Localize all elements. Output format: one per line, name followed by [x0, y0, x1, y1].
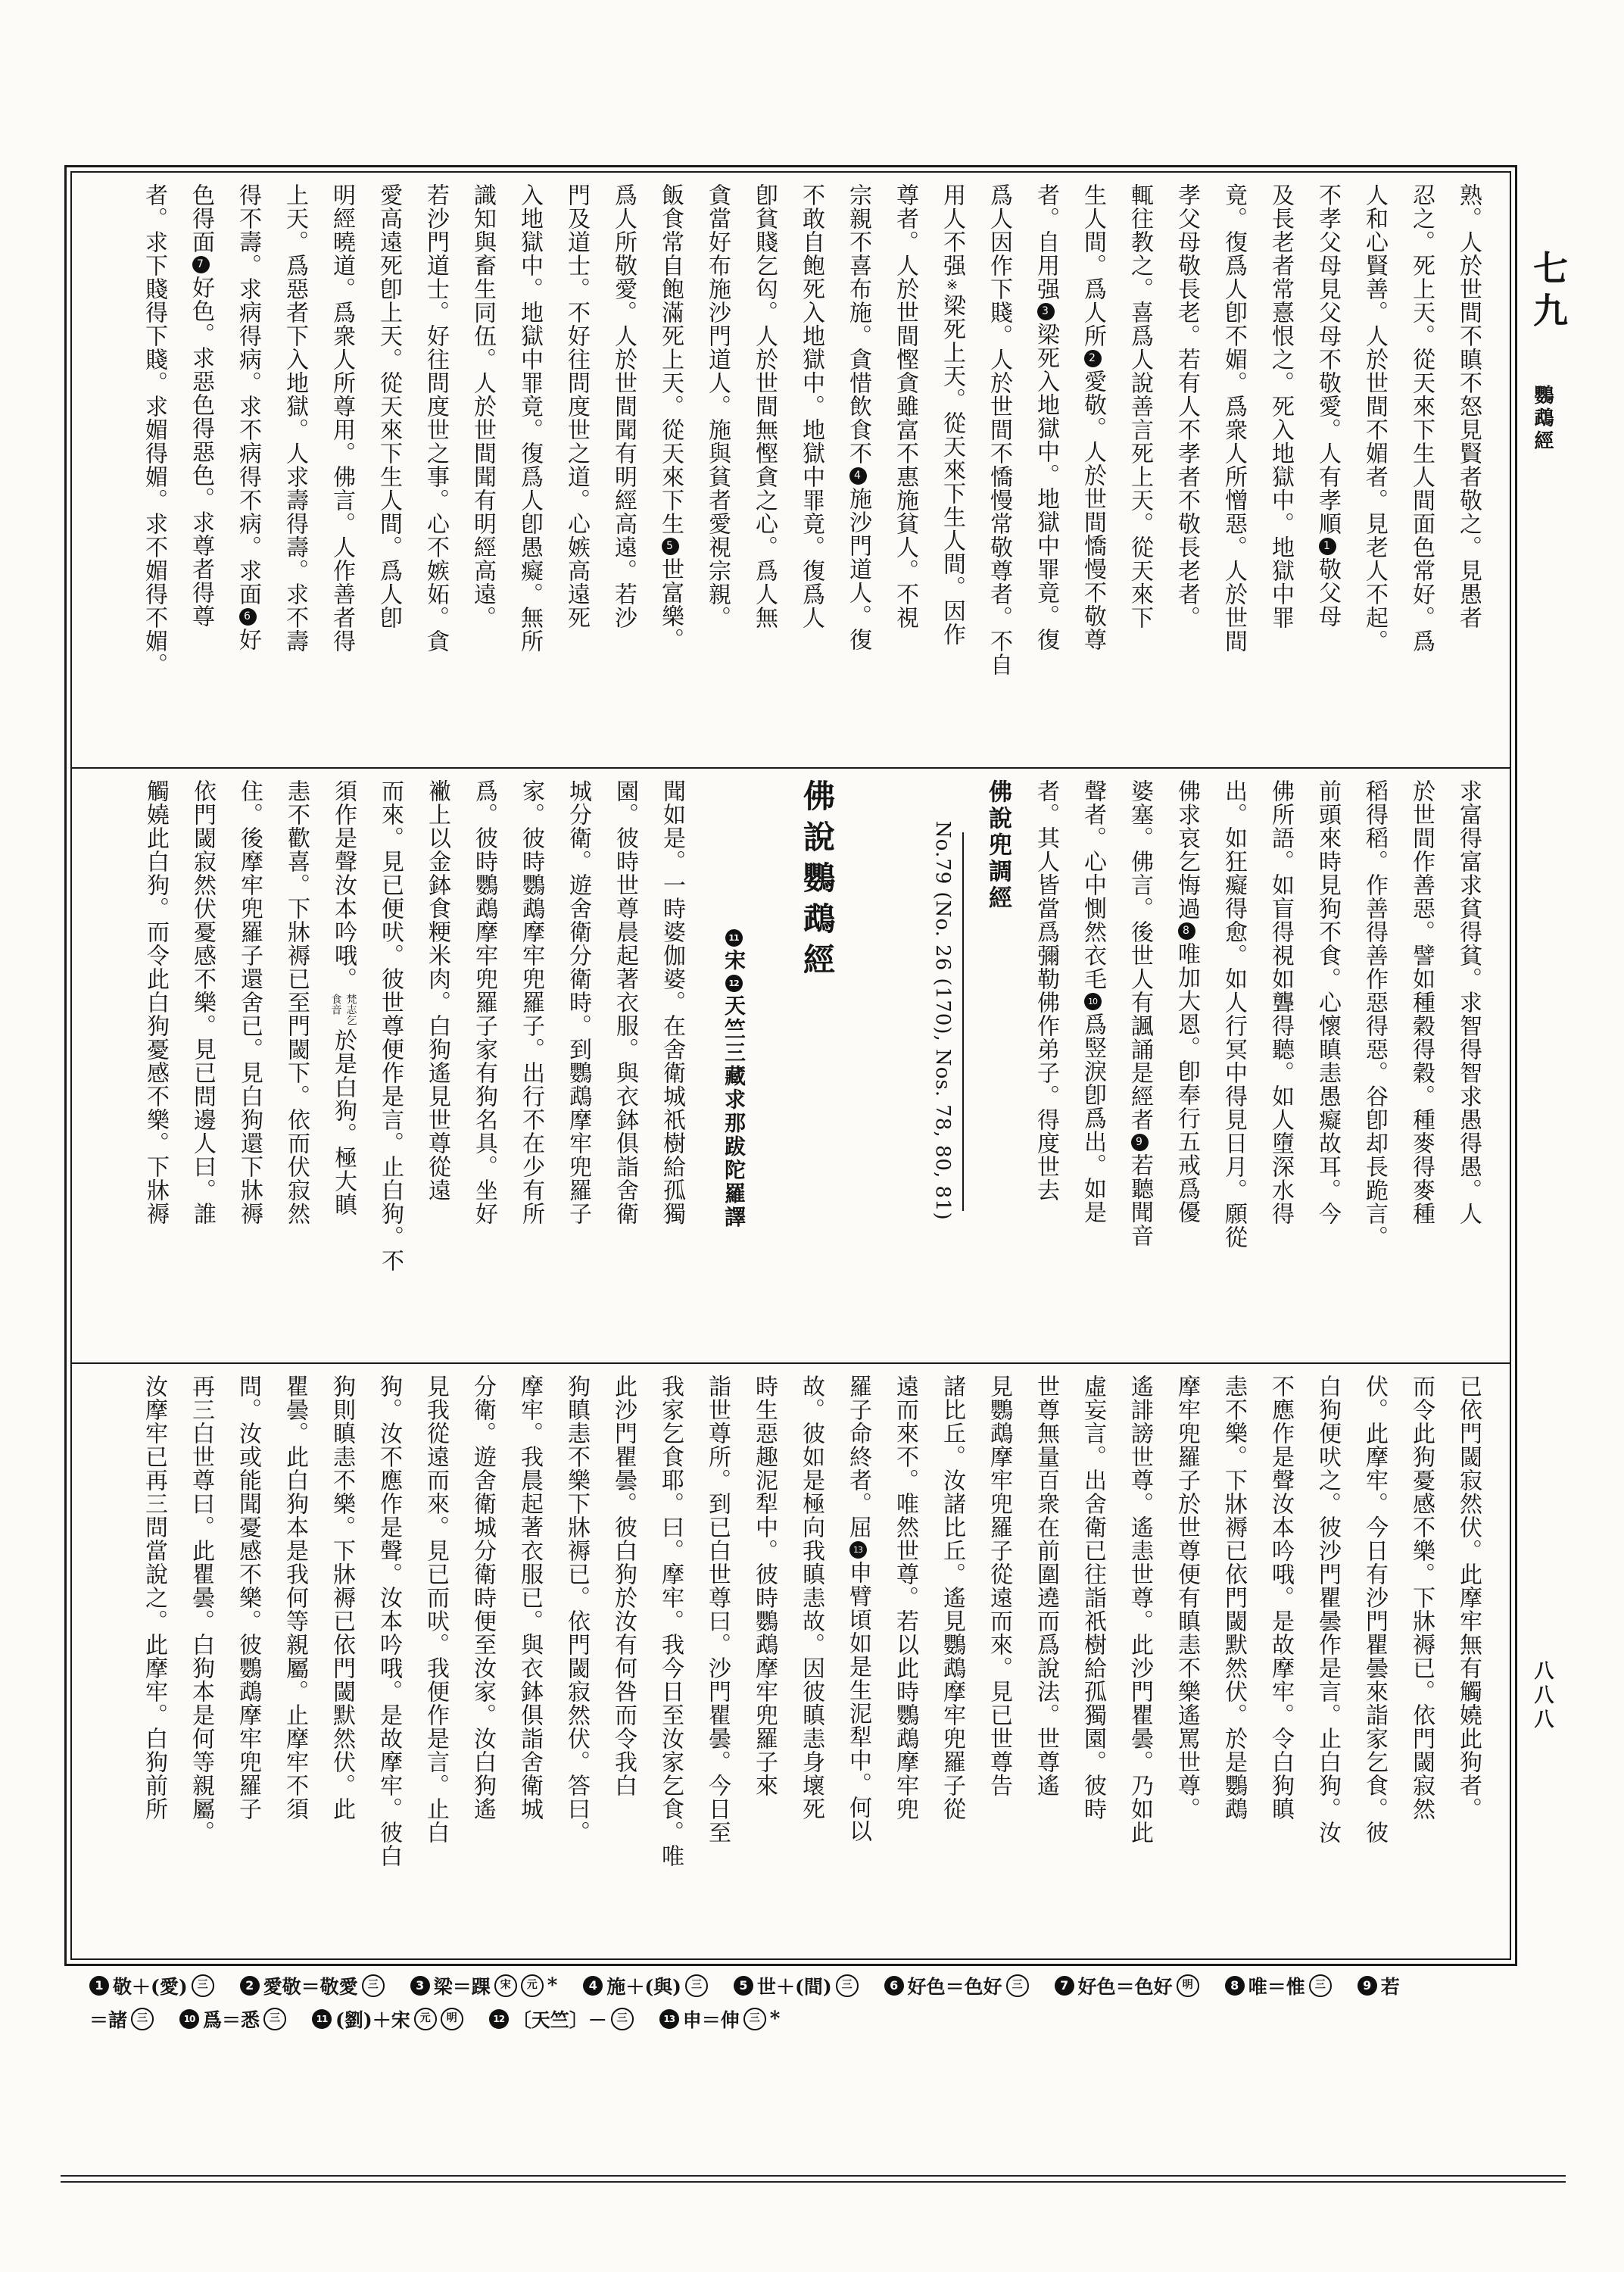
- apparatus-entry: [410, 1972, 558, 1999]
- footnote-marker: 6: [239, 608, 257, 626]
- footnote-marker: 13: [849, 1541, 867, 1559]
- footnote-marker: 8: [1225, 1976, 1245, 1996]
- text-column: 見我從遠而來。見已而吠。我便作是言。止白: [422, 1375, 449, 1845]
- taisho-text-number: No.79 (No. 26 (170), Nos. 78, 80, 81): [931, 820, 954, 1221]
- apparatus-entry: [489, 2005, 634, 2033]
- text-column: 城分衛。遊舍衛分衛時。到鸚鵡摩牢兜羅子: [565, 779, 591, 1225]
- footnote-marker: 11: [312, 2009, 332, 2029]
- text-column: 及長老者常憙恨之。死入地獄中。地獄中罪: [1267, 183, 1294, 629]
- text-column: 襒上以金鉢食粳米肉。白狗遙見世尊從遠: [424, 779, 450, 1202]
- text-column: 家。彼時鸚鵡摩牢兜羅子。出行不在少有所: [518, 779, 544, 1225]
- footnote-marker: 13: [659, 2009, 679, 2029]
- edition-siglum: 三: [685, 1974, 708, 1997]
- apparatus-entry: [89, 1972, 214, 1999]
- text-column: 諸比丘。汝諸比丘。遙見鸚鵡摩牢兜羅子從: [939, 1375, 965, 1821]
- apparatus-entry: [1225, 1972, 1332, 1999]
- apparatus-entry: [583, 1972, 708, 1999]
- edition-siglum: 三: [1006, 1974, 1029, 1997]
- footnote-marker: 7: [192, 256, 210, 273]
- text-column: 已依門閾寂然伏。此摩牢無有觸嬈此狗者。: [1455, 1375, 1482, 1821]
- footnote-marker: 8: [1178, 922, 1195, 940]
- text-frame: [64, 165, 1517, 1966]
- footnote-marker: 3: [410, 1976, 430, 1996]
- text-column: 我家乞食耶。曰。摩牢。我今日至汝家乞食。唯: [657, 1375, 684, 1868]
- text-column: 用人不强※梁死上天。從天來下生人間。因作: [939, 183, 965, 646]
- footnote-marker: 6: [884, 1976, 904, 1996]
- apparatus-text: 世＋(間): [756, 1976, 832, 1998]
- text-column: 熟。人於世間不瞋不怒見賢者敬之。見愚者: [1455, 183, 1482, 629]
- edition-siglum: 三: [362, 1974, 385, 1997]
- text-column: 狗則瞋恚不樂。下牀褥已依門閾默然伏。此: [329, 1375, 355, 1821]
- footnote-marker: 1: [1319, 538, 1336, 555]
- text-column: 狗瞋恚不樂下牀褥已。依門閾寂然伏。答曰。: [563, 1375, 590, 1845]
- edition-siglum: 明: [441, 2008, 463, 2030]
- text-column: 前頭來時見狗不食。心懷瞋恚愚癡故耳。今: [1314, 779, 1341, 1225]
- text-column: 遙誹謗世尊。遙恚世尊。此沙門瞿曇。乃如此: [1127, 1375, 1153, 1845]
- footnote-marker: 10: [1084, 993, 1102, 1010]
- middle-band: [72, 769, 1510, 1363]
- text-column: 摩牢。我晨起著衣服已。與衣鉢俱詣舍衛城: [516, 1375, 543, 1821]
- apparatus-line-2: [89, 2002, 1566, 2036]
- edition-siglum: 三: [131, 2008, 154, 2030]
- previous-sutra-end-title: 佛說兜調經: [984, 779, 1011, 912]
- edition-siglum: 明: [1177, 1974, 1199, 1997]
- text-column: 白狗便吠之。彼沙門瞿曇作是言。止白狗。汝: [1314, 1375, 1341, 1845]
- text-column: 須作是聲汝本吟哦。 梵志乞 食音 於是白狗。極大瞋: [329, 779, 357, 1216]
- apparatus-text: 唯＝惟: [1248, 1976, 1305, 1998]
- text-column: 狗。汝不應作是聲。汝本吟哦。是故摩牢。彼白: [376, 1375, 402, 1868]
- text-column: 羅子命終者。屈13申臂頃如是生泥犁中。何以: [845, 1375, 871, 1843]
- text-column: 恚不歡喜。下牀褥已至門閾下。依而伏寂然: [283, 779, 310, 1225]
- text-column: 竟。復爲人卽不媚。爲衆人所憎惡。人於世間: [1220, 183, 1247, 653]
- apparatus-text: (劉)＋宋: [335, 2009, 410, 2031]
- text-column: 故。彼如是極向我瞋恚故。因彼瞋恚身壞死: [798, 1375, 824, 1821]
- text-column: 門及道士。不好往問度世之道。心嫉高遠死: [563, 183, 590, 629]
- text-column: 稻得稻。作善得善作惡得惡。谷卽却長跪言。: [1361, 779, 1388, 1249]
- text-column: 此沙門瞿曇。彼白狗於汝有何咎而令我白: [610, 1375, 637, 1798]
- apparatus-entry: [1055, 1972, 1199, 1999]
- top-band: [72, 173, 1510, 767]
- text-column: 見鸚鵡摩牢兜羅子從遠而來。見已世尊告: [986, 1375, 1012, 1798]
- text-column: 者。求下賤得下賤。求媚得媚。求不媚得不媚。: [141, 183, 167, 676]
- footnote-marker: 2: [240, 1976, 260, 1996]
- text-column: 若沙門道士。好往問度世之事。心不嫉妬。貪: [422, 183, 449, 653]
- apparatus-text: 梁＝踝: [433, 1976, 491, 1998]
- footnote-marker: 10: [179, 2009, 199, 2029]
- edition-siglum: 宋: [494, 1974, 517, 1997]
- footnote-marker: 3: [1037, 303, 1055, 320]
- margin-page-number: 八八八: [1531, 1660, 1554, 1733]
- footnote-marker: 5: [734, 1976, 753, 1996]
- text-column: 入地獄中。地獄中罪竟。復爲人卽愚癡。無所: [516, 183, 543, 653]
- apparatus-text: 爲＝悉: [203, 2009, 260, 2031]
- text-column: 爲人因作下賤。人於世間不憍慢常敬尊者。不自: [986, 183, 1012, 676]
- apparatus-entry: [734, 1972, 859, 1999]
- star-mark: *: [547, 1974, 558, 1997]
- text-column: 生人間。爲人所2愛敬。人於世間憍慢不敬尊: [1080, 183, 1106, 651]
- footnote-marker: 4: [583, 1976, 603, 1996]
- text-frame-inner: [70, 171, 1511, 1960]
- text-column: 問。汝或能聞憂感不樂。彼鸚鵡摩牢兜羅子: [235, 1375, 261, 1821]
- text-column: 愛高遠死卽上天。從天來下生人間。爲人卽: [376, 183, 402, 629]
- margin-text-number: 七九: [1528, 250, 1569, 335]
- footnote-marker: 9: [1131, 1134, 1149, 1151]
- text-column: 飯食常自飽滿死上天。從天來下生5世富樂。: [657, 183, 684, 651]
- edition-siglum: 三: [1309, 1974, 1332, 1997]
- footnote-marker: 4: [849, 467, 867, 485]
- footnote-marker: 1: [89, 1976, 109, 1996]
- text-column: 得不壽。求病得病。求不病得不病。求面6好: [235, 183, 261, 651]
- sutra-title: 佛說鸚鵡經: [799, 779, 836, 984]
- footnote-marker: 12: [725, 975, 743, 992]
- apparatus-entry: [89, 2005, 154, 2033]
- translator-attribution: 11宋12天竺三藏求那跋陀羅譯: [695, 779, 772, 1357]
- apparatus-entry: [659, 2005, 781, 2033]
- edition-siglum: 三: [611, 2008, 634, 2030]
- text-column: 人和心賢善。人於世間不媚者。見老人不起。: [1361, 183, 1388, 653]
- apparatus-text: 好色＝色好: [907, 1976, 1002, 1998]
- text-column: 出。如狂癡得愈。如人行冥中得見日月。願從: [1220, 779, 1247, 1249]
- text-column: 佛所語。如盲得視如聾得聽。如人墮深水得: [1267, 779, 1294, 1225]
- text-column: 伏。此摩牢。今日有沙門瞿曇來詣家乞食。彼: [1361, 1375, 1388, 1845]
- text-column: 爲人所敬愛。人於世間聞有明經高遠。若沙: [610, 183, 637, 629]
- text-column: 貪當好布施沙門道人。施與貧者愛視宗親。: [704, 183, 731, 629]
- text-column: 者。其人皆當爲彌勒佛作弟子。得度世去: [1033, 779, 1059, 1202]
- text-column: 不敢自飽死入地獄中。地獄中罪竟。復爲人: [798, 183, 824, 629]
- text-column: 摩牢兜羅子於世尊便有瞋恚不樂遙罵世尊。: [1174, 1375, 1200, 1821]
- text-column: 而來。見已便吠。彼世尊便作是言。止白狗。不: [377, 779, 404, 1272]
- edition-siglum: 三: [836, 1974, 859, 1997]
- text-column: 識知與畜生同伍。人於世間聞有明經高遠。: [469, 183, 496, 629]
- text-column: 觸嬈此白狗。而令此白狗憂感不樂。下牀褥: [142, 779, 169, 1225]
- star-mark: ※: [944, 277, 960, 294]
- footnote-marker: 2: [1084, 350, 1102, 367]
- margin-sutra-name: 鸚鵡經: [1531, 385, 1554, 453]
- apparatus-entry: [240, 1972, 385, 1999]
- text-column: 瞿曇。此白狗本是我何等親屬。止摩牢不須: [282, 1375, 308, 1821]
- text-column: 上天。爲惡者下入地獄。人求壽得壽。求不壽: [282, 183, 308, 653]
- footnote-apparatus: [89, 1969, 1566, 2036]
- inline-gloss-column: 食音: [329, 993, 342, 1015]
- text-column: 虛妄言。出舍衛已往詣祇樹給孤獨園。彼時: [1080, 1375, 1106, 1821]
- apparatus-text: 申＝伸: [682, 2009, 740, 2031]
- text-column: 住。後摩牢兜羅子還舍已。見白狗還下牀褥: [236, 779, 263, 1225]
- footnote-marker: 12: [489, 2009, 509, 2029]
- text-column: 聞如是。一時婆伽婆。在舍衛城祇樹給孤獨: [659, 779, 685, 1225]
- text-column: 而令此狗憂感不樂。下牀褥已。依門閾寂然: [1408, 1375, 1435, 1821]
- text-column: 輒往教之。喜爲人說善言死上天。從天來下: [1127, 183, 1153, 629]
- text-column: 園。彼時世尊晨起著衣服。與衣鉢俱詣舍衛: [612, 779, 638, 1225]
- text-column: 忍之。死上天。從天來下生人間面色常好。爲: [1408, 183, 1435, 653]
- text-column: 卽貧賤乞匃。人於世間無慳貪之心。爲人無: [751, 183, 778, 629]
- text-column: 者。自用强3梁死入地獄中。地獄中罪竟。復: [1033, 183, 1059, 651]
- apparatus-text: ＝諸: [89, 2009, 128, 2031]
- apparatus-entry: [884, 1972, 1029, 1999]
- apparatus-entry: [312, 2005, 463, 2033]
- apparatus-text: 敬＋(愛): [113, 1976, 188, 1998]
- text-column: 色得面7好色。求惡色得惡色。求尊者得尊: [188, 183, 214, 628]
- text-column: 依門閾寂然伏憂感不樂。見已問邊人曰。誰: [189, 779, 216, 1225]
- text-column: 再三白世尊曰。此瞿曇。白狗本是何等親屬。: [188, 1375, 214, 1845]
- apparatus-text: 〔天竺〕－: [512, 2009, 607, 2031]
- footnote-marker: 7: [1055, 1976, 1074, 1996]
- text-column: 明經曉道。爲衆人所尊用。佛言。人作善者得: [329, 183, 355, 653]
- text-column: 世尊無量百衆在前圍遶而爲說法。世尊遙: [1033, 1375, 1059, 1798]
- text-column: 不應作是聲汝本吟哦。是故摩牢。令白狗瞋: [1267, 1375, 1294, 1821]
- text-column: 時生惡趣泥犁中。彼時鸚鵡摩牢兜羅子來: [751, 1375, 778, 1798]
- edition-siglum: 三: [192, 1974, 214, 1997]
- text-column: 孝父母敬長老。若有人不孝者不敬長老者。: [1174, 183, 1200, 629]
- text-column: 於世間作善惡。譬如種穀得穀。種麥得麥種: [1408, 779, 1435, 1225]
- footnote-marker: 5: [662, 538, 679, 555]
- edition-siglum: 元: [414, 2008, 437, 2030]
- bottom-band: [72, 1364, 1510, 1958]
- text-column: 不孝父母見父母不敬愛。人有孝順1敬父母: [1314, 183, 1341, 628]
- text-divider-rule: [954, 779, 974, 1357]
- star-mark: *: [769, 2008, 781, 2030]
- footnote-marker: 11: [725, 929, 743, 947]
- text-column: 聲者。心中惻然衣毛10爲竪淚卽爲出。如是: [1080, 779, 1106, 1224]
- apparatus-entry: [179, 2005, 286, 2033]
- text-column: 求富得富求貧得貧。求智得智求愚得愚。人: [1455, 779, 1482, 1225]
- text-column: 宗親不喜布施。貪惜飲食不4施沙門道人。復: [845, 183, 871, 651]
- text-column: 爲。彼時鸚鵡摩牢兜羅子家有狗名具。坐好: [471, 779, 497, 1225]
- edition-siglum: 元: [521, 1974, 544, 1997]
- text-column: 婆塞。佛言。後世人有諷誦是經者9若聽聞音: [1127, 779, 1153, 1247]
- edition-siglum: 三: [743, 2008, 766, 2030]
- apparatus-text: 若: [1380, 1976, 1400, 1998]
- text-column: 汝摩牢已再三問當說之。此摩牢。白狗前所: [141, 1375, 167, 1821]
- apparatus-entry: [1357, 1972, 1400, 1999]
- text-column: 詣世尊所。到已白世尊曰。沙門瞿曇。今日至: [704, 1375, 731, 1845]
- apparatus-line-1: [89, 1969, 1566, 2002]
- apparatus-text: 施＋(與): [606, 1976, 681, 1998]
- text-column: 分衛。遊舍衛城分衛時便至汝家。汝白狗遙: [469, 1375, 496, 1821]
- apparatus-text: 好色＝色好: [1077, 1976, 1173, 1998]
- footnote-marker: 9: [1357, 1976, 1377, 1996]
- inline-gloss-note: [329, 994, 357, 1025]
- text-column: 佛求哀乞悔過8唯加大恩。卽奉行五戒爲優: [1174, 779, 1200, 1224]
- text-column: 恚不樂。下牀褥已依門閾默然伏。於是鸚鵡: [1220, 1375, 1247, 1821]
- bottom-double-rule: [61, 2175, 1566, 2183]
- apparatus-text: 愛敬＝敬愛: [263, 1976, 358, 1998]
- edition-siglum: 三: [263, 2008, 286, 2030]
- text-column: 尊者。人於世間慳貪雖富不惠施貧人。不視: [892, 183, 918, 629]
- inline-gloss-column: 梵志乞: [344, 993, 357, 1025]
- text-column: 遠而來不。唯然世尊。若以此時鸚鵡摩牢兜: [892, 1375, 918, 1821]
